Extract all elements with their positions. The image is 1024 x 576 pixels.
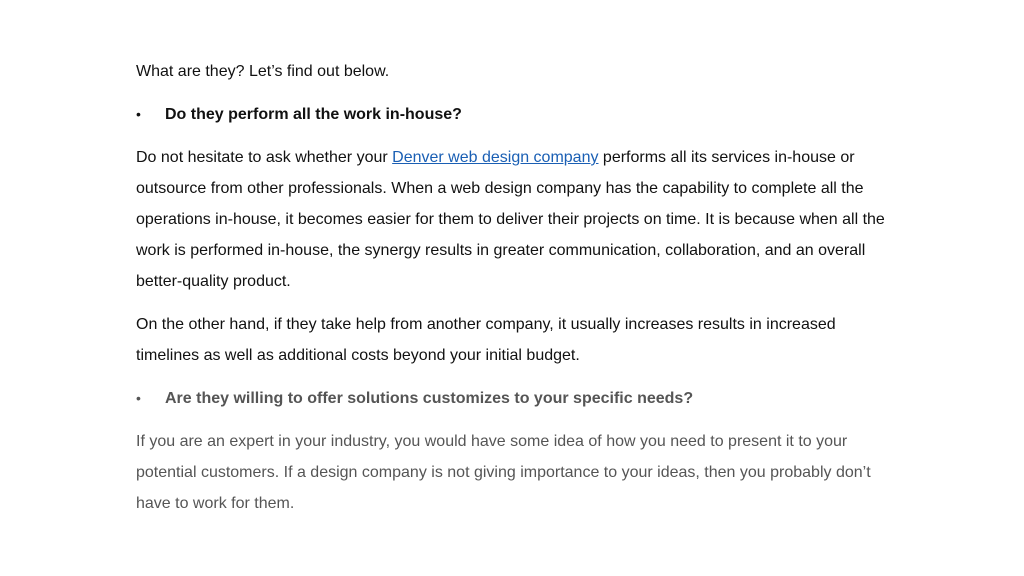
paragraph-text: Do not hesitate to ask whether your	[136, 149, 393, 166]
paragraph-expert: If you are an expert in your industry, you would have some idea of how you need to present it to your potential customers. If a design company is not giving importance to your ideas, then you probably don’t have to work for them.	[136, 433, 871, 512]
paragraph-text: performs all its services in-house or outsource from other professionals. When a web design company has the capability to complete all the operations in-house, it becomes easier for them to deliver their projects on time. It is because when all the work is performed in-house, the synergy results in greater communication, collaboration, and an overall better-quality product.	[136, 149, 885, 290]
bullet-icon: •	[136, 106, 141, 122]
denver-web-design-link[interactable]: Denver web design company	[392, 149, 599, 166]
question-item-in-house	[136, 99, 896, 130]
intro-text: What are they? Let’s find out below.	[136, 63, 390, 80]
bullet-icon: •	[136, 390, 141, 406]
paragraph-other-hand: On the other hand, if they take help from another company, it usually increases results in increased timelines as well as additional costs beyond your initial budget.	[136, 316, 836, 364]
question-heading: Are they willing to offer solutions customizes to your specific needs?	[165, 390, 694, 407]
question-heading: Do they perform all the work in-house?	[165, 106, 462, 123]
article-body	[136, 56, 896, 531]
question-item-custom-solutions	[136, 383, 896, 414]
paragraph-in-house	[136, 142, 896, 297]
